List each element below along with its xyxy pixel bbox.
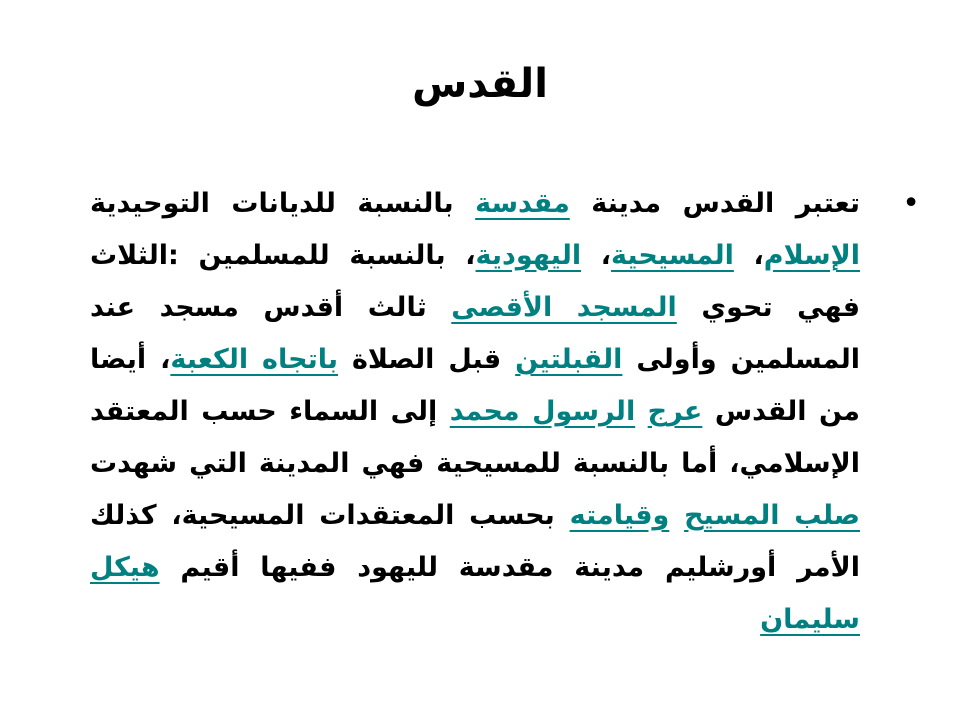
hyperlink[interactable]: الرسول محمد — [449, 396, 636, 427]
hyperlink[interactable]: صلب المسيح — [684, 500, 861, 531]
hyperlink[interactable]: اليهودية — [475, 240, 582, 271]
hyperlink[interactable]: المسجد الأقصى — [451, 292, 677, 323]
text-run: قبل الصلاة — [338, 344, 516, 375]
text-run: إلى السماء حسب المعتقد الإسلامي، أما بالنسبة للمسيحية فهي المدينة التي شهدت — [90, 396, 860, 479]
text-run — [635, 396, 647, 427]
text-run: ثالث أقدس مسجد عند المسلمين وأولى — [90, 292, 860, 375]
text-run: ، بالنسبة للمسلمين :الثلاث فهي تحوي — [90, 240, 860, 323]
text-run: ، — [733, 240, 764, 271]
hyperlink[interactable]: هيكل سليمان — [90, 552, 860, 635]
hyperlink[interactable]: عرج — [647, 396, 703, 427]
hyperlink[interactable]: وقيامته — [569, 500, 670, 531]
text-run: ، أيضا من القدس — [90, 344, 860, 427]
bullet-point: • — [902, 186, 920, 221]
slide-title: القدس — [412, 61, 548, 107]
text-run — [669, 500, 684, 531]
hyperlink[interactable]: القبلتين — [515, 344, 623, 375]
body-paragraph — [90, 178, 860, 646]
text-run: ، — [581, 240, 612, 271]
hyperlink[interactable]: باتجاه الكعبة — [170, 344, 339, 375]
slide-body — [90, 178, 920, 646]
hyperlink[interactable]: الإسلام — [763, 240, 860, 271]
text-run: بالنسبة للديانات التوحيدية — [90, 188, 476, 219]
text-run: تعتبر القدس مدينة — [569, 188, 860, 219]
hyperlink[interactable]: المسيحية — [611, 240, 734, 271]
hyperlink[interactable]: مقدسة — [475, 188, 570, 219]
text-run: بحسب المعتقدات المسيحية، كذلك الأمر أورشليم مدينة مقدسة لليهود ففيها أقيم — [90, 500, 860, 583]
